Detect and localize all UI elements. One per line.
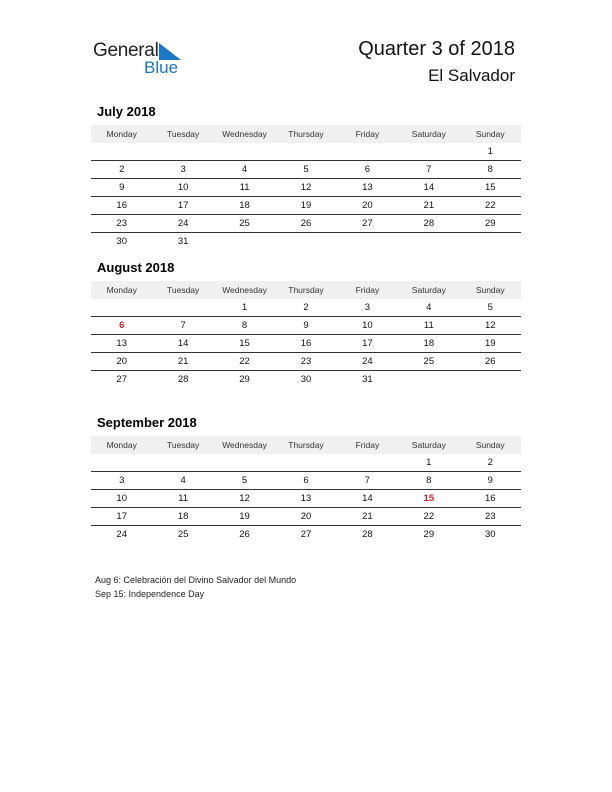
week-row (91, 335, 521, 353)
day-cell: 10 (362, 320, 373, 331)
day-cell: 25 (423, 356, 435, 367)
holiday-note: Aug 6: Celebración del Divino Salvador del Mundo (95, 575, 297, 585)
weekday-label: Friday (355, 129, 380, 139)
week-row (91, 454, 521, 472)
day-cell: 22 (423, 511, 435, 522)
logo-word-general: General (93, 40, 159, 61)
day-cell: 26 (300, 218, 312, 229)
month-calendar-august (91, 260, 521, 388)
weekday-label: Monday (106, 129, 137, 139)
day-cell: 19 (239, 511, 250, 522)
weekday-label: Thursday (288, 440, 324, 450)
weekday-label: Tuesday (166, 129, 200, 139)
day-cell: 14 (177, 338, 189, 349)
week-row (91, 233, 521, 250)
day-cell: 13 (362, 182, 373, 193)
week-row (91, 161, 521, 179)
month-calendar-september (91, 415, 521, 543)
day-cell: 18 (177, 511, 189, 522)
weekday-label: Saturday (411, 440, 446, 450)
day-cell: 13 (116, 338, 127, 349)
day-cell: 5 (303, 164, 309, 175)
day-cell: 12 (239, 493, 250, 504)
weekday-header-row (91, 436, 521, 454)
week-row (91, 179, 521, 197)
day-cell: 16 (300, 338, 312, 349)
week-row (91, 299, 521, 317)
day-cell: 3 (364, 302, 371, 313)
week-row (91, 371, 521, 388)
day-cell: 7 (180, 320, 186, 331)
day-cell: 22 (484, 200, 496, 211)
weekday-label: Wednesday (222, 285, 267, 295)
day-cell: 29 (239, 374, 250, 385)
day-cell: 23 (116, 218, 127, 229)
week-row (91, 197, 521, 215)
day-cell: 11 (178, 493, 189, 504)
holiday-note: Sep 15: Independence Day (95, 589, 205, 599)
day-cell: 22 (239, 356, 250, 367)
day-cell: 4 (426, 302, 432, 313)
day-cell: 28 (362, 529, 373, 540)
day-cell: 1 (241, 302, 248, 313)
day-cell: 24 (116, 529, 127, 540)
week-row (91, 472, 521, 490)
weekday-label: Friday (355, 440, 380, 450)
month-title: July 2018 (97, 104, 156, 119)
day-cell: 9 (119, 182, 125, 193)
day-cell: 23 (300, 356, 312, 367)
day-cell: 30 (116, 236, 127, 247)
day-cell: 25 (239, 218, 250, 229)
day-cell: 8 (426, 475, 432, 486)
day-cell: 14 (423, 182, 435, 193)
day-cell: 8 (241, 320, 248, 331)
weekday-label: Monday (106, 440, 137, 450)
day-cell: 2 (119, 164, 125, 175)
day-cell: 15 (423, 493, 435, 504)
day-cell: 26 (484, 356, 496, 367)
day-cell: 13 (300, 493, 312, 504)
day-cell: 27 (300, 529, 312, 540)
day-cell: 26 (239, 529, 250, 540)
week-row (91, 353, 521, 371)
day-cell: 28 (177, 374, 189, 385)
day-cell: 20 (300, 511, 312, 522)
weekday-label: Tuesday (166, 440, 200, 450)
weekday-label: Sunday (475, 129, 505, 139)
day-cell: 7 (426, 164, 432, 175)
month-title: August 2018 (97, 260, 175, 275)
day-cell: 6 (303, 475, 309, 486)
day-cell: 30 (300, 374, 312, 385)
day-cell: 31 (177, 236, 189, 247)
week-row (91, 215, 521, 233)
weekday-header-row (91, 125, 521, 143)
weekday-label: Sunday (475, 285, 505, 295)
weekday-label: Monday (106, 285, 137, 295)
day-cell: 6 (119, 320, 125, 331)
weekday-label: Saturday (411, 129, 446, 139)
weekday-label: Tuesday (166, 285, 200, 295)
month-calendar-july (91, 104, 521, 250)
day-cell: 28 (423, 218, 435, 229)
day-cell: 4 (180, 475, 186, 486)
week-row (91, 508, 521, 526)
day-cell: 10 (177, 182, 189, 193)
day-cell: 9 (303, 320, 309, 331)
day-cell: 6 (364, 164, 371, 175)
day-cell: 30 (484, 529, 496, 540)
weekday-label: Sunday (475, 440, 505, 450)
day-cell: 15 (239, 338, 250, 349)
day-cell: 17 (116, 511, 127, 522)
day-cell: 9 (487, 475, 493, 486)
day-cell: 5 (487, 302, 493, 313)
weekday-header-row (91, 281, 521, 299)
day-cell: 17 (177, 200, 189, 211)
week-row (91, 490, 521, 508)
day-cell: 4 (241, 164, 248, 175)
day-cell: 10 (116, 493, 127, 504)
day-cell: 3 (180, 164, 186, 175)
day-cell: 24 (177, 218, 189, 229)
day-cell: 12 (484, 320, 496, 331)
weekday-label: Thursday (288, 129, 324, 139)
day-cell: 23 (484, 511, 496, 522)
day-cell: 21 (177, 356, 189, 367)
day-cell: 27 (116, 374, 127, 385)
day-cell: 27 (362, 218, 373, 229)
weekday-label: Wednesday (222, 440, 267, 450)
day-cell: 19 (484, 338, 496, 349)
weekday-label: Wednesday (222, 129, 267, 139)
day-cell: 17 (362, 338, 373, 349)
day-cell: 7 (364, 475, 371, 486)
day-cell: 2 (487, 457, 493, 468)
holiday-notes (95, 573, 296, 601)
day-cell: 21 (362, 511, 373, 522)
day-cell: 12 (300, 182, 312, 193)
country-name: El Salvador (428, 66, 515, 85)
day-cell: 1 (426, 457, 432, 468)
day-cell: 3 (119, 475, 125, 486)
weekday-label: Saturday (411, 285, 446, 295)
day-cell: 18 (239, 200, 250, 211)
day-cell: 29 (484, 218, 496, 229)
week-row (91, 317, 521, 335)
day-cell: 24 (362, 356, 373, 367)
day-cell: 16 (116, 200, 127, 211)
weekday-label: Friday (355, 285, 380, 295)
week-row (91, 526, 521, 543)
day-cell: 20 (116, 356, 127, 367)
week-row (91, 143, 521, 161)
day-cell: 16 (484, 493, 496, 504)
day-cell: 11 (423, 320, 434, 331)
general-blue-logo (93, 40, 193, 80)
day-cell: 19 (300, 200, 312, 211)
day-cell: 8 (487, 164, 493, 175)
day-cell: 2 (303, 302, 309, 313)
day-cell: 18 (423, 338, 435, 349)
day-cell: 5 (241, 475, 248, 486)
day-cell: 14 (362, 493, 373, 504)
day-cell: 21 (423, 200, 435, 211)
page-title: Quarter 3 of 2018 (358, 38, 515, 60)
day-cell: 20 (362, 200, 373, 211)
day-cell: 11 (239, 182, 250, 193)
day-cell: 25 (177, 529, 189, 540)
day-cell: 29 (423, 529, 435, 540)
weekday-label: Thursday (288, 285, 324, 295)
logo-word-blue: Blue (144, 58, 179, 77)
day-cell: 15 (484, 182, 496, 193)
day-cell: 31 (362, 374, 373, 385)
month-title: September 2018 (97, 415, 197, 430)
day-cell: 1 (487, 146, 493, 157)
